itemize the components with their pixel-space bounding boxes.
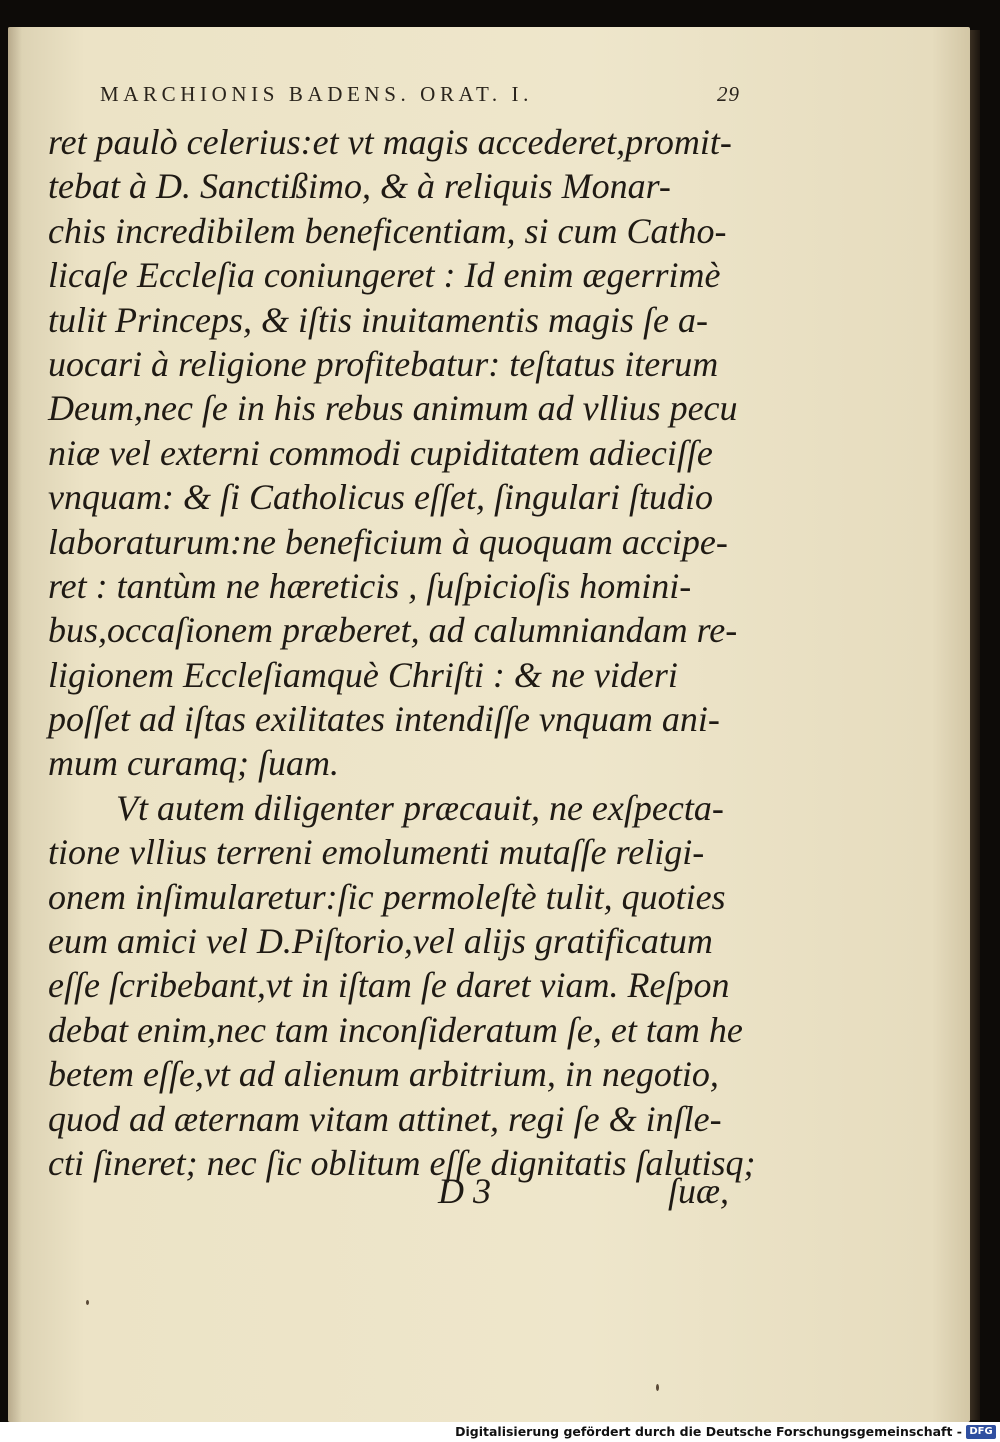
text-line: laboraturum:ne beneficium à quoquam accipe- xyxy=(48,521,728,562)
text-line: ret paulò celerius:et vt magis accederet,promit- xyxy=(48,122,732,162)
dfg-logo-icon: DFG xyxy=(966,1425,996,1439)
paper-speck xyxy=(86,1300,89,1305)
text-line: poſſet ad iſtas exilitates intendiſſe vnquam ani- xyxy=(48,699,720,740)
page-footer xyxy=(48,1170,760,1216)
catchword: ſuæ, xyxy=(668,1171,730,1211)
text-line: vnquam: & ſi Catholicus eſſet, ſingulari ſtudio xyxy=(48,477,713,518)
signature-mark: D 3 xyxy=(438,1171,491,1211)
text-line: Deum,nec ſe in his rebus animum ad vllius pecu xyxy=(48,388,738,429)
text-line: niæ vel externi commodi cupiditatem adieciſſe xyxy=(48,432,713,473)
paper-speck xyxy=(656,1384,659,1391)
running-header xyxy=(100,82,740,107)
page-edge xyxy=(970,30,980,1420)
text-line: tione vllius terreni emolumenti mutaſſe religi- xyxy=(48,832,705,873)
text-line: ligionem Eccleſiamquè Chriſti : & ne videri xyxy=(48,654,678,695)
paragraph-start-line: Vt autem diligenter præcauit, ne exſpecta- xyxy=(116,787,724,828)
text-line: eum amici vel D.Piſtorio,vel alijs gratificatum xyxy=(48,921,713,962)
text-line: uocari à religione profitebatur: teſtatus iterum xyxy=(48,343,719,384)
running-title: MARCHIONIS BADENS. ORAT. I. xyxy=(100,82,533,106)
page-number: 29 xyxy=(717,82,740,106)
text-line: tulit Princeps, & iſtis inuitamentis magis ſe a- xyxy=(48,299,708,340)
text-line: betem eſſe,vt ad alienum arbitrium, in negotio, xyxy=(48,1054,719,1095)
credit-bar xyxy=(0,1422,1000,1442)
text-line: cti ſineret; nec ſic oblitum eſſe dignitatis ſalutisq; xyxy=(48,1142,756,1183)
text-line: chis incredibilem beneficentiam, si cum Catho- xyxy=(48,210,727,251)
text-line: tebat à D. Sanctißimo, & à reliquis Monar- xyxy=(48,166,671,207)
text-line: debat enim,nec tam inconſideratum ſe, et tam he xyxy=(48,1009,743,1050)
text-line: mum curamq; ſuam. xyxy=(48,743,339,784)
text-line: onem inſimularetur:ſic permoleſtè tulit, quoties xyxy=(48,876,726,917)
text-line: eſſe ſcribebant,vt in iſtam ſe daret viam. Reſpon xyxy=(48,965,730,1006)
body-text xyxy=(48,120,756,1185)
text-line: bus,occaſionem præberet, ad calumniandam re- xyxy=(48,610,738,651)
funding-credit: Digitalisierung gefördert durch die Deutsche Forschungsgemeinschaft - xyxy=(455,1424,962,1439)
text-line: ret : tantùm ne hæreticis , ſuſpicioſis homini- xyxy=(48,565,692,606)
text-line: quod ad æternam vitam attinet, regi ſe & inſle- xyxy=(48,1098,722,1139)
text-line: licaſe Eccleſia coniungeret : Id enim ægerrimè xyxy=(48,255,721,296)
